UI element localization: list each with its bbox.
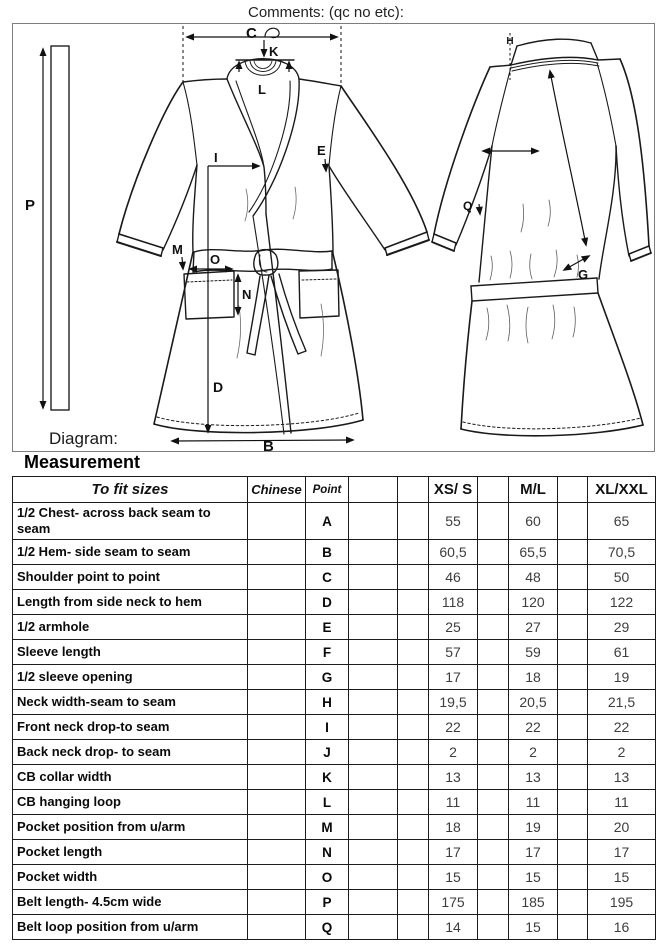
header-to-fit-sizes: To fit sizes	[13, 477, 248, 503]
point-letter: N	[306, 840, 349, 865]
spacer-cell	[478, 890, 509, 915]
spacer-cell	[478, 740, 509, 765]
table-row	[13, 640, 656, 665]
header-size-m-l: M/L	[509, 477, 558, 503]
header-spacer-cell	[398, 477, 429, 503]
point-letter: O	[306, 865, 349, 890]
label-b: B	[263, 438, 274, 451]
spacer-cell	[349, 740, 398, 765]
xl-xxl-value: 16	[588, 915, 656, 940]
xs-s-value: 15	[429, 865, 478, 890]
xs-s-value: 60,5	[429, 540, 478, 565]
m-l-value: 15	[509, 915, 558, 940]
table-row	[13, 740, 656, 765]
point-letter: H	[306, 690, 349, 715]
label-c: C	[246, 25, 257, 42]
xl-xxl-value: 122	[588, 590, 656, 615]
spacer-cell	[349, 790, 398, 815]
spacer-cell	[558, 765, 588, 790]
table-row	[13, 503, 656, 540]
spacer-cell	[558, 740, 588, 765]
header-point: Point	[306, 477, 349, 503]
m-l-value: 17	[509, 840, 558, 865]
spacer-cell	[478, 715, 509, 740]
spacer-cell	[349, 865, 398, 890]
label-o: O	[210, 252, 221, 267]
spacer-cell	[558, 565, 588, 590]
spacer-cell	[558, 815, 588, 840]
chinese-cell	[248, 590, 306, 615]
chinese-cell	[248, 565, 306, 590]
xs-s-value: 17	[429, 665, 478, 690]
table-row	[13, 665, 656, 690]
point-letter: A	[306, 503, 349, 540]
xs-s-value: 25	[429, 615, 478, 640]
spacer-cell	[478, 665, 509, 690]
pocket-left	[184, 271, 234, 319]
xl-xxl-value: 13	[588, 765, 656, 790]
table-row	[13, 890, 656, 915]
xl-xxl-value: 15	[588, 865, 656, 890]
spacer-cell	[398, 765, 429, 790]
m-l-value: 20,5	[509, 690, 558, 715]
xl-xxl-value: 21,5	[588, 690, 656, 715]
spacer-cell	[349, 765, 398, 790]
m-l-value: 120	[509, 590, 558, 615]
spacer-cell	[478, 540, 509, 565]
chinese-cell	[248, 715, 306, 740]
spacer-cell	[558, 615, 588, 640]
spacer-cell	[398, 865, 429, 890]
c-extension-lines	[183, 26, 341, 88]
spacer-cell	[398, 790, 429, 815]
label-d: D	[213, 379, 224, 395]
spacer-cell	[398, 665, 429, 690]
spacer-cell	[478, 765, 509, 790]
table-row	[13, 815, 656, 840]
xl-xxl-value: 17	[588, 840, 656, 865]
spacer-cell	[349, 615, 398, 640]
xl-xxl-value: 11	[588, 790, 656, 815]
xs-s-value: 19,5	[429, 690, 478, 715]
xl-xxl-value: 70,5	[588, 540, 656, 565]
header-size-xl-xxl: XL/XXL	[588, 477, 656, 503]
spacer-cell	[398, 690, 429, 715]
comments-label: Comments: (qc no etc):	[248, 4, 404, 21]
spacer-cell	[398, 740, 429, 765]
row-label: Pocket width	[13, 865, 248, 890]
xs-s-value: 46	[429, 565, 478, 590]
point-letter: K	[306, 765, 349, 790]
belt-tail-right	[271, 274, 306, 354]
table-row	[13, 790, 656, 815]
chinese-cell	[248, 840, 306, 865]
label-h: H	[506, 36, 514, 47]
pocket-right	[299, 270, 339, 318]
diagram-box	[12, 23, 655, 452]
spacer-cell	[478, 690, 509, 715]
m-l-value: 185	[509, 890, 558, 915]
point-letter: I	[306, 715, 349, 740]
front-measurement-annotations	[43, 26, 353, 441]
xs-s-value: 17	[429, 840, 478, 865]
xs-s-value: 175	[429, 890, 478, 915]
point-letter: F	[306, 640, 349, 665]
row-label: 1/2 Hem- side seam to seam	[13, 540, 248, 565]
m-l-value: 59	[509, 640, 558, 665]
spacer-cell	[558, 690, 588, 715]
m-l-value: 15	[509, 865, 558, 890]
row-label: Pocket position from u/arm	[13, 815, 248, 840]
xl-xxl-value: 19	[588, 665, 656, 690]
row-label: 1/2 Chest- across back seam to seam	[13, 503, 248, 540]
xl-xxl-value: 195	[588, 890, 656, 915]
spacer-cell	[478, 565, 509, 590]
front-robe-drawing	[117, 28, 429, 434]
row-label: Shoulder point to point	[13, 565, 248, 590]
row-label: Front neck drop-to seam	[13, 715, 248, 740]
spacer-cell	[478, 815, 509, 840]
table-row	[13, 590, 656, 615]
hanger-hook	[265, 28, 279, 37]
label-k: K	[269, 44, 279, 59]
point-letter: G	[306, 665, 349, 690]
row-label: 1/2 armhole	[13, 615, 248, 640]
row-label: CB collar width	[13, 765, 248, 790]
measurement-table	[12, 476, 656, 940]
xl-xxl-value: 61	[588, 640, 656, 665]
spacer-cell	[558, 915, 588, 940]
spacer-cell	[349, 815, 398, 840]
m-l-value: 2	[509, 740, 558, 765]
spacer-cell	[398, 915, 429, 940]
m-l-value: 60	[509, 503, 558, 540]
spacer-cell	[349, 715, 398, 740]
spacer-cell	[558, 790, 588, 815]
spacer-cell	[349, 640, 398, 665]
xl-xxl-value: 29	[588, 615, 656, 640]
spacer-cell	[558, 540, 588, 565]
spacer-cell	[558, 865, 588, 890]
row-label: Pocket length	[13, 840, 248, 865]
spacer-cell	[558, 665, 588, 690]
point-letter: Q	[306, 915, 349, 940]
spacer-cell	[478, 615, 509, 640]
front-measurement-labels	[25, 25, 326, 451]
spacer-cell	[558, 640, 588, 665]
point-letter: L	[306, 790, 349, 815]
header-spacer-cell	[478, 477, 509, 503]
back-measurement-annotations	[479, 33, 589, 270]
chinese-cell	[248, 540, 306, 565]
point-letter: M	[306, 815, 349, 840]
m-l-value: 22	[509, 715, 558, 740]
label-g: G	[578, 267, 589, 282]
label-m: M	[172, 242, 183, 257]
chinese-cell	[248, 815, 306, 840]
m-l-value: 48	[509, 565, 558, 590]
table-row	[13, 690, 656, 715]
point-letter: E	[306, 615, 349, 640]
sleeve-length-arrow	[550, 71, 586, 245]
row-label: Belt length- 4.5cm wide	[13, 890, 248, 915]
spacer-cell	[349, 690, 398, 715]
spacer-cell	[349, 565, 398, 590]
spacer-cell	[398, 640, 429, 665]
xs-s-value: 18	[429, 815, 478, 840]
table-row	[13, 765, 656, 790]
chinese-cell	[248, 740, 306, 765]
label-p: P	[25, 197, 36, 214]
measurement-table-body	[13, 503, 656, 940]
m-l-value: 27	[509, 615, 558, 640]
point-letter: B	[306, 540, 349, 565]
e-arrow	[325, 159, 326, 171]
header-spacer-cell	[349, 477, 398, 503]
row-label: Length from side neck to hem	[13, 590, 248, 615]
chinese-cell	[248, 915, 306, 940]
spacer-cell	[398, 715, 429, 740]
spacer-cell	[349, 840, 398, 865]
row-label: Neck width-seam to seam	[13, 690, 248, 715]
row-label: Back neck drop- to seam	[13, 740, 248, 765]
diagram-caption: Diagram:	[49, 429, 118, 448]
section-title: Measurement	[24, 452, 141, 472]
xl-xxl-value: 50	[588, 565, 656, 590]
spacer-cell	[349, 540, 398, 565]
spacer-cell	[398, 503, 429, 540]
chinese-cell	[248, 503, 306, 540]
xs-s-value: 118	[429, 590, 478, 615]
spacer-cell	[558, 840, 588, 865]
table-row	[13, 615, 656, 640]
q-arrow	[479, 204, 480, 214]
spacer-cell	[478, 865, 509, 890]
chinese-cell	[248, 615, 306, 640]
spacer-cell	[558, 890, 588, 915]
label-i: I	[214, 150, 218, 165]
xs-s-value: 2	[429, 740, 478, 765]
table-row	[13, 540, 656, 565]
table-row	[13, 865, 656, 890]
spacer-cell	[478, 790, 509, 815]
spacer-cell	[398, 840, 429, 865]
back-robe-drawing	[432, 39, 651, 436]
belt-strip	[51, 46, 69, 410]
table-row	[13, 840, 656, 865]
chinese-cell	[248, 790, 306, 815]
row-label: 1/2 sleeve opening	[13, 665, 248, 690]
point-letter: J	[306, 740, 349, 765]
spacer-cell	[349, 503, 398, 540]
xs-s-value: 14	[429, 915, 478, 940]
spacer-cell	[398, 615, 429, 640]
chinese-cell	[248, 865, 306, 890]
spacer-cell	[349, 890, 398, 915]
spacer-cell	[478, 915, 509, 940]
row-label: Belt loop position from u/arm	[13, 915, 248, 940]
m-l-value: 11	[509, 790, 558, 815]
header-chinese: Chinese	[248, 477, 306, 503]
m-arrow	[182, 257, 183, 269]
header-size-xs-s: XS/ S	[429, 477, 478, 503]
chinese-cell	[248, 665, 306, 690]
chinese-cell	[248, 890, 306, 915]
chinese-cell	[248, 690, 306, 715]
spacer-cell	[398, 540, 429, 565]
xs-s-value: 55	[429, 503, 478, 540]
spacer-cell	[349, 915, 398, 940]
spacer-cell	[398, 590, 429, 615]
xl-xxl-value: 22	[588, 715, 656, 740]
spacer-cell	[558, 590, 588, 615]
xs-s-value: 22	[429, 715, 478, 740]
m-l-value: 18	[509, 665, 558, 690]
m-l-value: 13	[509, 765, 558, 790]
m-l-value: 19	[509, 815, 558, 840]
chinese-cell	[248, 765, 306, 790]
spacer-cell	[478, 590, 509, 615]
spacer-cell	[398, 890, 429, 915]
spacer-cell	[349, 665, 398, 690]
xs-s-value: 57	[429, 640, 478, 665]
table-row	[13, 715, 656, 740]
point-letter: D	[306, 590, 349, 615]
table-header	[13, 477, 656, 503]
spacer-cell	[478, 640, 509, 665]
point-letter: P	[306, 890, 349, 915]
xl-xxl-value: 20	[588, 815, 656, 840]
spacer-cell	[398, 565, 429, 590]
spacer-cell	[478, 503, 509, 540]
label-l: L	[258, 82, 266, 97]
xl-xxl-value: 2	[588, 740, 656, 765]
table-row	[13, 565, 656, 590]
point-letter: C	[306, 565, 349, 590]
spacer-cell	[558, 503, 588, 540]
spacer-cell	[478, 840, 509, 865]
xl-xxl-value: 65	[588, 503, 656, 540]
spacer-cell	[398, 815, 429, 840]
row-label: Sleeve length	[13, 640, 248, 665]
label-q: Q	[463, 199, 473, 213]
xs-s-value: 11	[429, 790, 478, 815]
header-spacer-cell	[558, 477, 588, 503]
m-l-value: 65,5	[509, 540, 558, 565]
xs-s-value: 13	[429, 765, 478, 790]
spacer-cell	[349, 590, 398, 615]
table-row	[13, 915, 656, 940]
chinese-cell	[248, 640, 306, 665]
spacer-cell	[558, 715, 588, 740]
row-label: CB hanging loop	[13, 790, 248, 815]
label-e: E	[317, 143, 326, 158]
label-n: N	[242, 287, 252, 302]
robe-technical-drawing	[13, 24, 654, 451]
